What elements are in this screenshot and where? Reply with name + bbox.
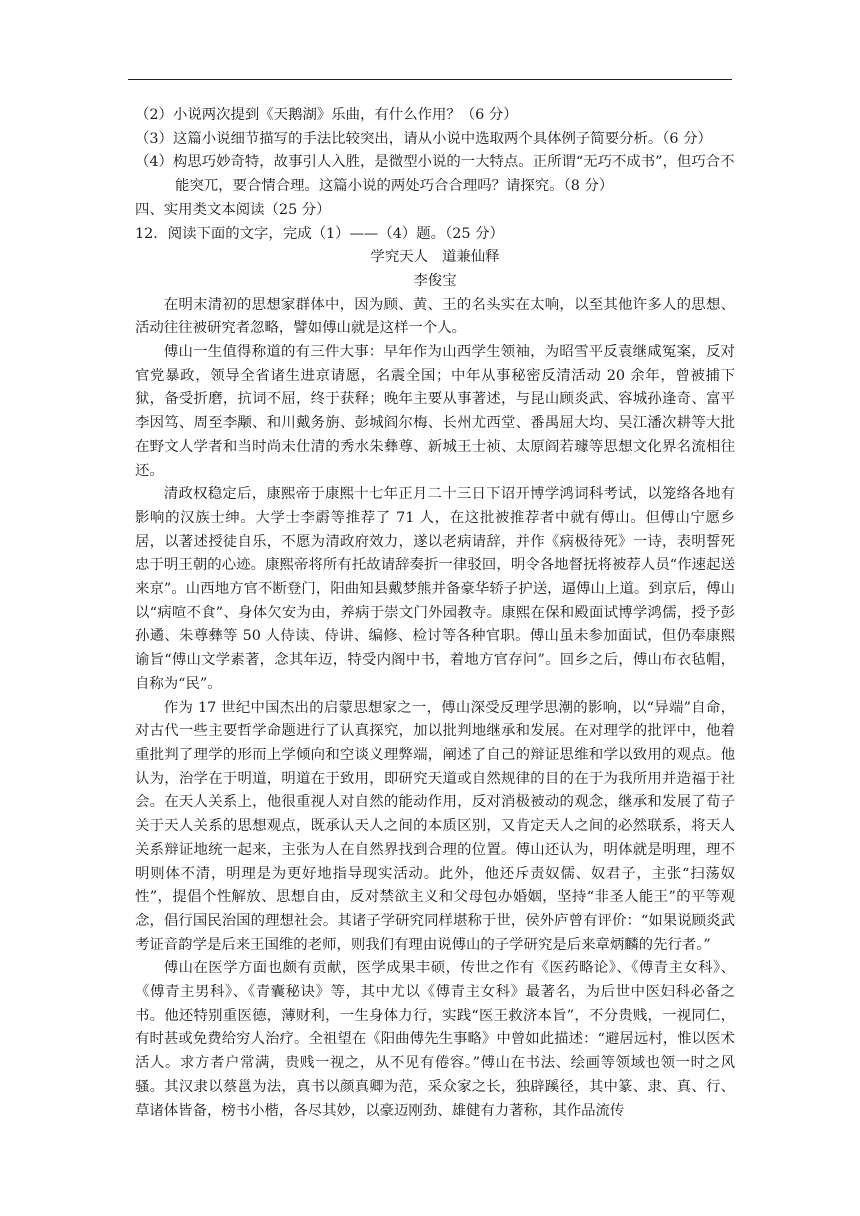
article-paragraph-2: 傅山一生值得称道的有三件大事：早年作为山西学生领袖，为昭雪平反袁继咸冤案，反对官党暴政，领导全省诸生进京请愿，名震全国；中年从事秘密反清活动 20 余年，曾被捕下狱，备受折磨，抗词不屈，终于获释；晚年主要从事著述，与昆山顾炎武、容城孙逢奇、富平李因笃、周至李颙、和川戴务旃、彭城阎尔梅、长州尤西堂、番禺屈大均、吴江潘次耕等大批在野文人学者和当时尚未仕清的秀水朱彝尊、新城王士祯、太原阎若璩等思想文化界名流相往还。 [135,344,735,479]
section-heading: 四、实用类文本阅读（25 分） [135,201,331,218]
question-3: （3）这篇小说细节描写的手法比较突出，请从小说中选取两个具体例子简要分析。（6 分） [135,130,712,147]
article-title [135,246,735,270]
article-paragraph-5: 傅山在医学方面也颇有贡献，医学成果丰硕，传世之作有《医药略论》、《傅青主女科》、《傅青主男科》、《青囊秘诀》等，其中尤以《傅青主女科》最著名，为后世中医妇科必备之书。他还特别重医德，薄财利，一生身体力行，实践“医王救济本旨”，不分贵贱，一视同仁，有时甚或免费给穷人治疗。全祖望在《阳曲傅先生事略》中曾如此描述：“避居远村，惟以医术活人。求方者户常满，贵贱一视之，从不见有倦容。”傅山在书法、绘画等领域也领一时之风骚。其汉隶以蔡邕为法，真书以颜真卿为范，采众家之长，独辟蹊径，其中篆、隶、真、行、草诸体皆备，榜书小楷，各尽其妙，以豪迈刚劲、雄健有力著称，其作品流传 [135,960,735,1119]
article-author: 李俊宝 [413,272,457,289]
article-title-part1: 学究天人 [370,249,428,266]
article-paragraph-3: 清政权稳定后，康熙帝于康熙十七年正月二十三日下诏开博学鸿词科考试，以笼络各地有影响的汉族士绅。大学士李霨等推荐了 71 人，在这批被推荐者中就有傅山。但傅山宁愿乡居，以著述授徒自乐，不愿为清政府效力，遂以老病请辞，并作《病极待死》一诗，表明誓死忠于明王朝的心迹。康熙帝将所有托故请辞奏折一律驳回，明令各地督抚将被荐人员“作速起送来京”。山西地方官不断登门，阳曲知县戴梦熊并备豪华轿子护送，逼傅山上道。到京后，傅山以“病喧不食”、身体欠安为由，养病于崇文门外园教寺。康熙在保和殿面试博学鸿儒，授予彭孙遹、朱尊彝等 50 人侍读、侍讲、编修、检讨等各种官职。傅山虽未参加面试，但仍奉康熙谕旨“傅山文学素著，念其年迈，特受内阁中书，着地方官存问”。回乡之后，傅山布衣毡帽，自称为“民”。 [135,486,735,692]
page-content [135,104,735,1123]
article-title-part2: 道兼仙释 [442,249,500,266]
article-paragraph-1: 在明末清初的思想家群体中，因为顾、黄、王的名头实在太响，以至其他许多人的思想、活动往往被研究者忽略，譬如傅山就是这样一个人。 [135,296,735,337]
question-2: （2）小说两次提到《天鹅湖》乐曲，有什么作用？（6 分） [135,107,518,123]
header-rule [128,79,732,80]
question-4: （4）构思巧妙奇特，故事引人入胜，是微型小说的一大特点。正所谓“无巧不成书”，但巧合不能突兀，要合情合理。这篇小说的两处巧合合理吗？请探究。（8 分） [135,154,735,195]
item-heading: 12．阅读下面的文字，完成（1）——（4）题。（25 分） [135,225,504,242]
article-paragraph-4: 作为 17 世纪中国杰出的启蒙思想家之一，傅山深受反理学思潮的影响，以“异端”自命，对古代一些主要哲学命题进行了认真探究，加以批判地继承和发展。在对理学的批评中，他着重批判了理学的形而上学倾向和空谈义理弊端，阐述了自己的辩证思维和学以致用的观点。他认为，治学在于明道，明道在于致用，即研究天道或自然规律的目的在于为我所用并造福于社会。在天人关系上，他很重视人对自然的能动作用，反对消极被动的观念，继承和发展了荀子关于天人关系的思想观点，既承认天人之间的本质区别，又肯定天人之间的必然联系，将天人关系辩证地统一起来，主张为人在自然界找到合理的位置。傅山还认为，明体就是明理，理不明则体不清，明理是为更好地指导现实活动。此外，他还斥责奴儒、奴君子，主张“扫荡奴性”，提倡个性解放、思想自由，反对禁欲主义和父母包办婚姻，坚持“非圣人能王”的平等观念，倡行国民治国的理想社会。其诸子学研究同样堪称于世，侯外庐曾有评价：“如果说顾炎武考证音韵学是后来王国维的老师，则我们有理由说傅山的子学研究是后来章炳麟的先行者。” [135,699,735,953]
